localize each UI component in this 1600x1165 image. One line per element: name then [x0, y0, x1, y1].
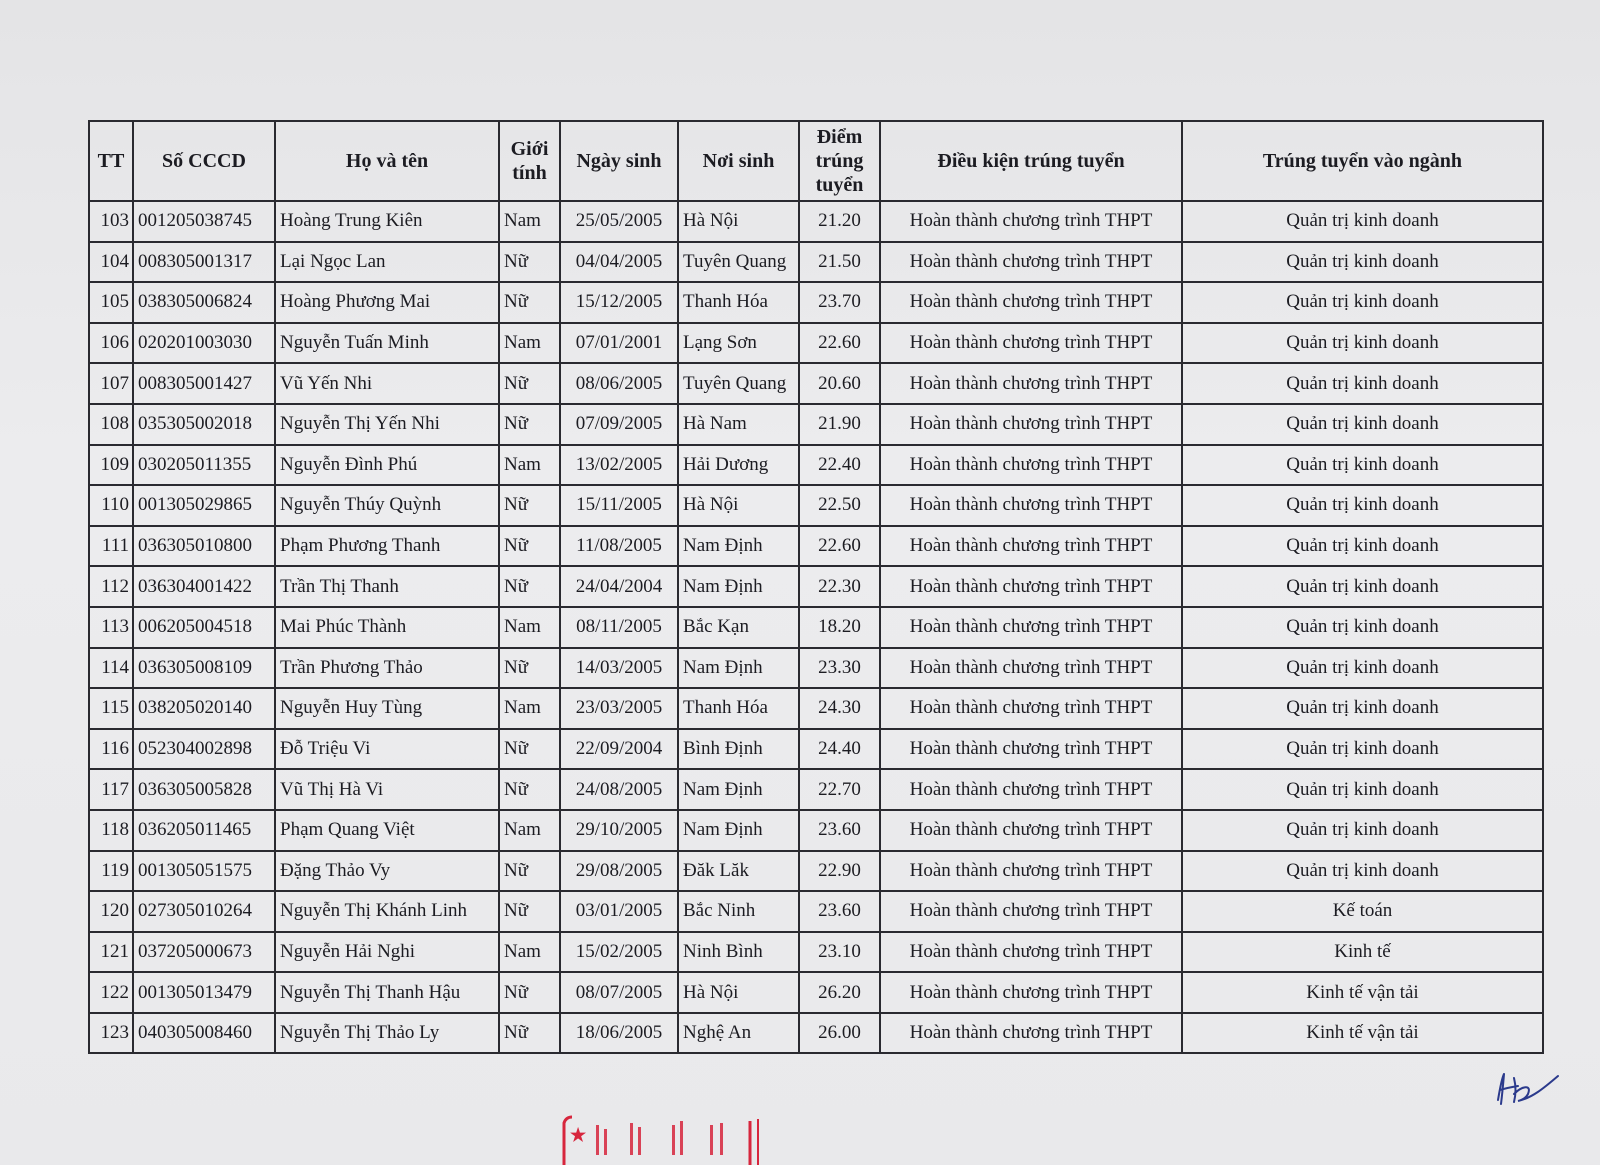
header-score-line2: trúng: [815, 150, 864, 172]
cell-pob: Nam Định: [678, 648, 799, 689]
cell-tt: 121: [89, 932, 133, 973]
cell-dob: 29/08/2005: [560, 851, 678, 892]
cell-dob: 03/01/2005: [560, 891, 678, 932]
cell-gender: Nữ: [499, 891, 560, 932]
cell-name: Vũ Thị Hà Vi: [275, 769, 499, 810]
cell-name: Nguyễn Tuấn Minh: [275, 323, 499, 364]
cell-condition: Hoàn thành chương trình THPT: [880, 363, 1182, 404]
cell-major: Quản trị kinh doanh: [1182, 810, 1543, 851]
cell-gender: Nữ: [499, 1013, 560, 1054]
header-pob: Nơi sinh: [678, 121, 799, 201]
cell-cccd: 036205011465: [133, 810, 275, 851]
cell-pob: Bắc Kạn: [678, 607, 799, 648]
cell-tt: 106: [89, 323, 133, 364]
red-stamp: [560, 1115, 770, 1165]
cell-name: Nguyễn Thúy Quỳnh: [275, 485, 499, 526]
cell-gender: Nam: [499, 688, 560, 729]
cell-gender: Nam: [499, 932, 560, 973]
cell-condition: Hoàn thành chương trình THPT: [880, 972, 1182, 1013]
cell-name: Đặng Thảo Vy: [275, 851, 499, 892]
table-row: [89, 526, 1543, 567]
cell-cccd: 001305051575: [133, 851, 275, 892]
cell-cccd: 038305006824: [133, 282, 275, 323]
cell-tt: 123: [89, 1013, 133, 1054]
table-row: [89, 891, 1543, 932]
header-gender: [499, 121, 560, 201]
document-sheet: [88, 120, 1544, 1054]
cell-name: Hoàng Trung Kiên: [275, 201, 499, 242]
cell-score: 23.30: [799, 648, 880, 689]
cell-cccd: 036305008109: [133, 648, 275, 689]
cell-dob: 15/12/2005: [560, 282, 678, 323]
cell-score: 22.40: [799, 445, 880, 486]
table-row: [89, 810, 1543, 851]
cell-name: Vũ Yến Nhi: [275, 363, 499, 404]
header-gender-line1: Giới: [510, 138, 549, 160]
cell-gender: Nữ: [499, 404, 560, 445]
cell-major: Kinh tế vận tải: [1182, 972, 1543, 1013]
cell-score: 23.70: [799, 282, 880, 323]
cell-cccd: 036304001422: [133, 566, 275, 607]
cell-name: Nguyễn Hải Nghi: [275, 932, 499, 973]
cell-cccd: 001305029865: [133, 485, 275, 526]
table-row: [89, 201, 1543, 242]
cell-gender: Nữ: [499, 526, 560, 567]
header-gender-line2: tính: [512, 162, 547, 184]
cell-pob: Bắc Ninh: [678, 891, 799, 932]
table-row: [89, 932, 1543, 973]
cell-major: Quản trị kinh doanh: [1182, 851, 1543, 892]
cell-dob: 07/09/2005: [560, 404, 678, 445]
cell-condition: Hoàn thành chương trình THPT: [880, 282, 1182, 323]
cell-pob: Nam Định: [678, 566, 799, 607]
cell-pob: Thanh Hóa: [678, 688, 799, 729]
cell-major: Quản trị kinh doanh: [1182, 323, 1543, 364]
cell-major: Quản trị kinh doanh: [1182, 729, 1543, 770]
header-score: [799, 121, 880, 201]
cell-pob: Hà Nam: [678, 404, 799, 445]
cell-condition: Hoàn thành chương trình THPT: [880, 242, 1182, 283]
table-body: [89, 201, 1543, 1053]
cell-tt: 109: [89, 445, 133, 486]
table-row: [89, 688, 1543, 729]
cell-cccd: 001305013479: [133, 972, 275, 1013]
cell-name: Trần Thị Thanh: [275, 566, 499, 607]
cell-dob: 08/07/2005: [560, 972, 678, 1013]
cell-dob: 14/03/2005: [560, 648, 678, 689]
cell-name: Nguyễn Thị Yến Nhi: [275, 404, 499, 445]
table-row: [89, 485, 1543, 526]
cell-major: Quản trị kinh doanh: [1182, 363, 1543, 404]
cell-major: Quản trị kinh doanh: [1182, 282, 1543, 323]
table-row: [89, 729, 1543, 770]
cell-dob: 15/02/2005: [560, 932, 678, 973]
cell-score: 23.10: [799, 932, 880, 973]
cell-pob: Nam Định: [678, 769, 799, 810]
cell-dob: 22/09/2004: [560, 729, 678, 770]
cell-dob: 25/05/2005: [560, 201, 678, 242]
cell-major: Quản trị kinh doanh: [1182, 242, 1543, 283]
cell-major: Quản trị kinh doanh: [1182, 404, 1543, 445]
cell-score: 21.50: [799, 242, 880, 283]
cell-name: Nguyễn Đình Phú: [275, 445, 499, 486]
header-name: Họ và tên: [275, 121, 499, 201]
cell-tt: 112: [89, 566, 133, 607]
cell-score: 24.30: [799, 688, 880, 729]
cell-tt: 122: [89, 972, 133, 1013]
cell-dob: 24/04/2004: [560, 566, 678, 607]
cell-gender: Nữ: [499, 729, 560, 770]
cell-score: 23.60: [799, 810, 880, 851]
cell-gender: Nữ: [499, 648, 560, 689]
svg-text:★: ★: [570, 1125, 587, 1145]
cell-dob: 15/11/2005: [560, 485, 678, 526]
cell-name: Nguyễn Huy Tùng: [275, 688, 499, 729]
cell-dob: 04/04/2005: [560, 242, 678, 283]
cell-dob: 13/02/2005: [560, 445, 678, 486]
cell-dob: 08/06/2005: [560, 363, 678, 404]
cell-score: 22.70: [799, 769, 880, 810]
cell-name: Đỗ Triệu Vi: [275, 729, 499, 770]
header-major: Trúng tuyển vào ngành: [1182, 121, 1543, 201]
cell-condition: Hoàn thành chương trình THPT: [880, 485, 1182, 526]
cell-pob: Hà Nội: [678, 485, 799, 526]
cell-condition: Hoàn thành chương trình THPT: [880, 891, 1182, 932]
cell-pob: Nam Định: [678, 526, 799, 567]
cell-major: Quản trị kinh doanh: [1182, 769, 1543, 810]
cell-score: 26.20: [799, 972, 880, 1013]
cell-gender: Nữ: [499, 972, 560, 1013]
cell-pob: Tuyên Quang: [678, 363, 799, 404]
cell-condition: Hoàn thành chương trình THPT: [880, 851, 1182, 892]
cell-pob: Nam Định: [678, 810, 799, 851]
cell-tt: 116: [89, 729, 133, 770]
cell-major: Quản trị kinh doanh: [1182, 485, 1543, 526]
table-row: [89, 1013, 1543, 1054]
cell-condition: Hoàn thành chương trình THPT: [880, 566, 1182, 607]
cell-tt: 119: [89, 851, 133, 892]
cell-pob: Bình Định: [678, 729, 799, 770]
cell-score: 22.30: [799, 566, 880, 607]
cell-major: Quản trị kinh doanh: [1182, 201, 1543, 242]
cell-name: Nguyễn Thị Thanh Hậu: [275, 972, 499, 1013]
cell-major: Quản trị kinh doanh: [1182, 526, 1543, 567]
table-row: [89, 648, 1543, 689]
cell-name: Lại Ngọc Lan: [275, 242, 499, 283]
cell-dob: 11/08/2005: [560, 526, 678, 567]
cell-major: Quản trị kinh doanh: [1182, 688, 1543, 729]
cell-tt: 107: [89, 363, 133, 404]
cell-cccd: 008305001427: [133, 363, 275, 404]
cell-score: 24.40: [799, 729, 880, 770]
header-score-line1: Điểm: [816, 126, 863, 148]
cell-major: Quản trị kinh doanh: [1182, 648, 1543, 689]
cell-condition: Hoàn thành chương trình THPT: [880, 607, 1182, 648]
cell-pob: Lạng Sơn: [678, 323, 799, 364]
cell-cccd: 030205011355: [133, 445, 275, 486]
cell-gender: Nam: [499, 445, 560, 486]
cell-cccd: 027305010264: [133, 891, 275, 932]
table-row: [89, 404, 1543, 445]
header-dob: Ngày sinh: [560, 121, 678, 201]
cell-tt: 120: [89, 891, 133, 932]
table-row: [89, 851, 1543, 892]
cell-major: Quản trị kinh doanh: [1182, 607, 1543, 648]
cell-score: 20.60: [799, 363, 880, 404]
cell-pob: Hà Nội: [678, 972, 799, 1013]
cell-condition: Hoàn thành chương trình THPT: [880, 201, 1182, 242]
cell-cccd: 006205004518: [133, 607, 275, 648]
table-row: [89, 769, 1543, 810]
cell-name: Mai Phúc Thành: [275, 607, 499, 648]
cell-tt: 113: [89, 607, 133, 648]
cell-tt: 111: [89, 526, 133, 567]
cell-cccd: 008305001317: [133, 242, 275, 283]
cell-pob: Hà Nội: [678, 201, 799, 242]
table-row: [89, 282, 1543, 323]
cell-condition: Hoàn thành chương trình THPT: [880, 445, 1182, 486]
cell-major: Kinh tế vận tải: [1182, 1013, 1543, 1054]
cell-cccd: 036305005828: [133, 769, 275, 810]
cell-dob: 29/10/2005: [560, 810, 678, 851]
cell-name: Phạm Phương Thanh: [275, 526, 499, 567]
cell-gender: Nữ: [499, 363, 560, 404]
header-score-line3: tuyển: [815, 174, 864, 196]
table-row: [89, 363, 1543, 404]
cell-gender: Nữ: [499, 566, 560, 607]
cell-condition: Hoàn thành chương trình THPT: [880, 323, 1182, 364]
cell-score: 18.20: [799, 607, 880, 648]
header-condition: Điều kiện trúng tuyển: [880, 121, 1182, 201]
cell-tt: 103: [89, 201, 133, 242]
cell-score: 22.90: [799, 851, 880, 892]
cell-condition: Hoàn thành chương trình THPT: [880, 526, 1182, 567]
cell-cccd: 052304002898: [133, 729, 275, 770]
cell-tt: 118: [89, 810, 133, 851]
cell-name: Nguyễn Thị Thảo Ly: [275, 1013, 499, 1054]
cell-cccd: 035305002018: [133, 404, 275, 445]
table-row: [89, 972, 1543, 1013]
cell-score: 21.20: [799, 201, 880, 242]
cell-cccd: 037205000673: [133, 932, 275, 973]
cell-pob: Hải Dương: [678, 445, 799, 486]
cell-name: Hoàng Phương Mai: [275, 282, 499, 323]
table-row: [89, 566, 1543, 607]
table-row: [89, 242, 1543, 283]
cell-score: 22.60: [799, 323, 880, 364]
signature-mark: [1492, 1068, 1562, 1108]
stamp-outline: [560, 1115, 770, 1165]
header-row: [89, 121, 1543, 201]
cell-condition: Hoàn thành chương trình THPT: [880, 769, 1182, 810]
cell-gender: Nam: [499, 607, 560, 648]
cell-score: 22.60: [799, 526, 880, 567]
cell-dob: 18/06/2005: [560, 1013, 678, 1054]
table-row: [89, 445, 1543, 486]
cell-tt: 110: [89, 485, 133, 526]
header-cccd: Số CCCD: [133, 121, 275, 201]
cell-score: 23.60: [799, 891, 880, 932]
cell-condition: Hoàn thành chương trình THPT: [880, 729, 1182, 770]
cell-name: Trần Phương Thảo: [275, 648, 499, 689]
cell-score: 26.00: [799, 1013, 880, 1054]
cell-condition: Hoàn thành chương trình THPT: [880, 648, 1182, 689]
cell-major: Kinh tế: [1182, 932, 1543, 973]
cell-cccd: 038205020140: [133, 688, 275, 729]
cell-pob: Tuyên Quang: [678, 242, 799, 283]
cell-tt: 117: [89, 769, 133, 810]
table-row: [89, 607, 1543, 648]
cell-cccd: 040305008460: [133, 1013, 275, 1054]
cell-pob: Ninh Bình: [678, 932, 799, 973]
cell-cccd: 036305010800: [133, 526, 275, 567]
cell-dob: 08/11/2005: [560, 607, 678, 648]
cell-gender: Nam: [499, 201, 560, 242]
cell-condition: Hoàn thành chương trình THPT: [880, 1013, 1182, 1054]
cell-tt: 105: [89, 282, 133, 323]
header-tt: TT: [89, 121, 133, 201]
admission-table: [88, 120, 1544, 1054]
cell-condition: Hoàn thành chương trình THPT: [880, 688, 1182, 729]
cell-pob: Thanh Hóa: [678, 282, 799, 323]
cell-cccd: 001205038745: [133, 201, 275, 242]
cell-gender: Nam: [499, 810, 560, 851]
cell-gender: Nữ: [499, 851, 560, 892]
cell-gender: Nam: [499, 323, 560, 364]
cell-tt: 115: [89, 688, 133, 729]
cell-pob: Nghệ An: [678, 1013, 799, 1054]
cell-tt: 108: [89, 404, 133, 445]
cell-condition: Hoàn thành chương trình THPT: [880, 932, 1182, 973]
cell-major: Quản trị kinh doanh: [1182, 566, 1543, 607]
cell-tt: 104: [89, 242, 133, 283]
cell-name: Nguyễn Thị Khánh Linh: [275, 891, 499, 932]
cell-score: 22.50: [799, 485, 880, 526]
cell-major: Kế toán: [1182, 891, 1543, 932]
cell-cccd: 020201003030: [133, 323, 275, 364]
cell-gender: Nữ: [499, 282, 560, 323]
cell-dob: 07/01/2001: [560, 323, 678, 364]
cell-gender: Nữ: [499, 485, 560, 526]
cell-score: 21.90: [799, 404, 880, 445]
cell-condition: Hoàn thành chương trình THPT: [880, 404, 1182, 445]
cell-condition: Hoàn thành chương trình THPT: [880, 810, 1182, 851]
cell-gender: Nữ: [499, 242, 560, 283]
table-row: [89, 323, 1543, 364]
cell-major: Quản trị kinh doanh: [1182, 445, 1543, 486]
cell-pob: Đăk Lăk: [678, 851, 799, 892]
cell-gender: Nữ: [499, 769, 560, 810]
cell-dob: 24/08/2005: [560, 769, 678, 810]
cell-dob: 23/03/2005: [560, 688, 678, 729]
cell-tt: 114: [89, 648, 133, 689]
cell-name: Phạm Quang Việt: [275, 810, 499, 851]
